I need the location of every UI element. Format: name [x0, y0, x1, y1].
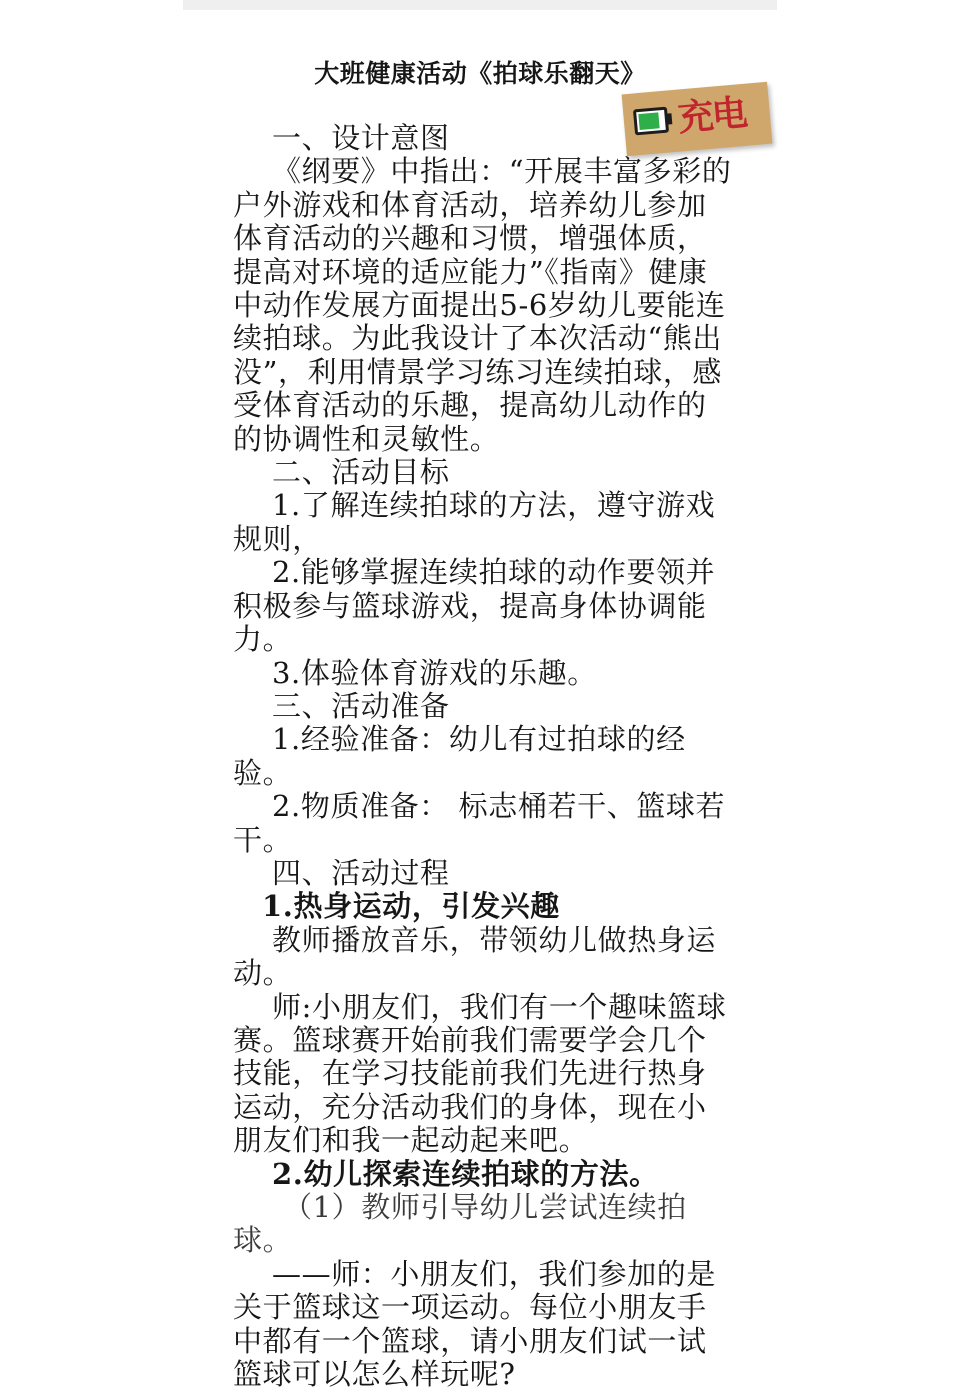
section-heading: 三、活动准备 — [272, 688, 450, 723]
list-item: 1.了解连续拍球的方法，遵守游戏规则， — [233, 488, 716, 556]
paragraph: ——师：小朋友们，我们参加的是关于篮球这一项运动。每位小朋友手中都有一个篮球，请小朋友们试一试篮球可以怎么样玩呢? — [233, 1256, 717, 1391]
paragraph: 《纲要》中指出：“开展丰富多彩的户外游戏和体育活动，培养幼儿参加体育活动的兴趣和习惯，增强体质，提高对环境的适应能力”《指南》健康中动作发展方面提出5-6岁幼儿要能连续拍球。为此我设计了本次活动“熊出没”，利用情景学习练习连续拍球，感受体育活动的乐趣，提高幼儿动作的的协调性和灵敏性。 — [233, 154, 732, 456]
paragraph: 师:小朋友们，我们有一个趣味篮球赛。篮球赛开始前我们需要学会几个技能，在学习技能前我们先进行热身运动，充分活动我们的身体，现在小朋友们和我一起动起来吧。 — [233, 989, 727, 1158]
list-item: 1.经验准备：幼儿有过拍球的经验。 — [233, 722, 686, 790]
paragraph: 教师播放音乐，带领幼儿做热身运动。 — [233, 922, 717, 991]
subsection-heading: 1.热身运动，引发兴趣 — [262, 889, 560, 924]
document-title: 大班健康活动《拍球乐翻天》 — [314, 59, 646, 88]
list-item: 2.能够掌握连续拍球的动作要领并积极参与篮球游戏，提高身体协调能力。 — [233, 555, 716, 657]
subsection-heading: 2.幼儿探索连续拍球的方法。 — [272, 1156, 659, 1191]
section-heading: 四、活动过程 — [272, 855, 450, 890]
section-heading: 二、活动目标 — [272, 455, 450, 490]
top-divider-strip — [183, 0, 777, 10]
section-heading: 一、设计意图 — [272, 121, 450, 155]
list-item: 3.体验体育游戏的乐趣。 — [272, 655, 597, 690]
list-item: 2.物质准备： 标志桶若干、篮球若干。 — [233, 789, 726, 857]
sticker-label: 充电 — [676, 92, 748, 140]
document-body — [233, 122, 733, 1391]
sub-item: （1）教师引导幼儿尝试连续拍球。 — [233, 1190, 687, 1258]
